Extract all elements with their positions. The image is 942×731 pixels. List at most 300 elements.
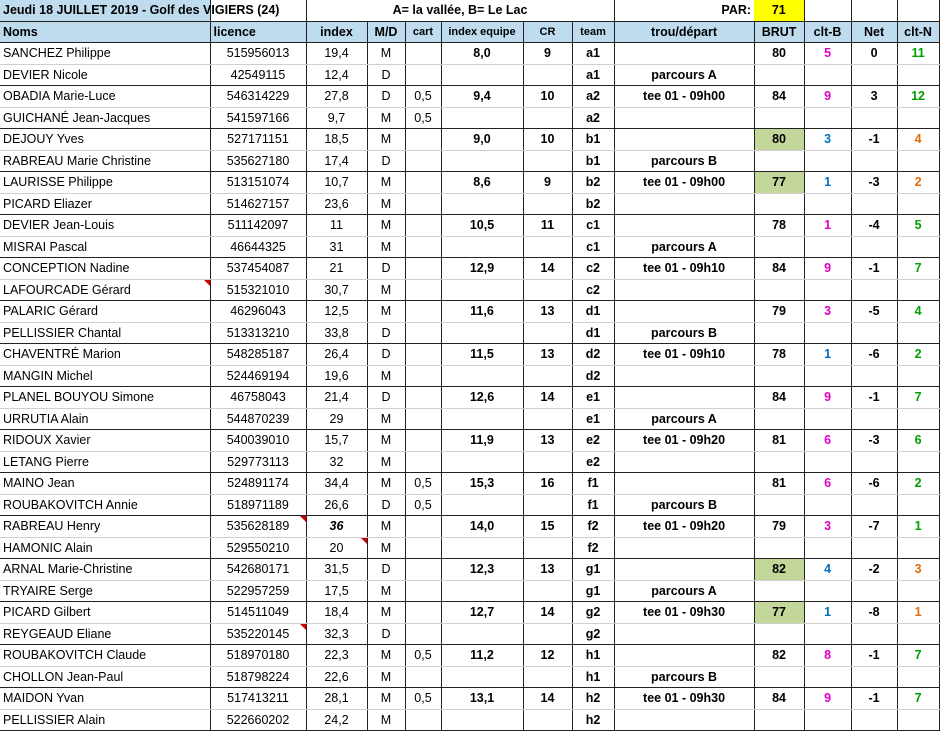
cell-licence[interactable]: 46644325 — [210, 236, 306, 258]
cell-cart[interactable] — [405, 279, 441, 301]
cell-brut[interactable] — [754, 709, 804, 731]
cell-brut[interactable] — [754, 451, 804, 473]
cell-team[interactable]: e1 — [572, 387, 614, 409]
cell-md[interactable]: D — [367, 150, 405, 172]
cell-index[interactable]: 21,4 — [306, 387, 367, 409]
header-md[interactable]: M/D — [367, 21, 405, 43]
cell-team[interactable]: d2 — [572, 344, 614, 366]
cell-clt-n[interactable] — [897, 408, 939, 430]
cell-cart[interactable] — [405, 344, 441, 366]
cell-md[interactable]: M — [367, 516, 405, 538]
cell-net[interactable] — [851, 64, 897, 86]
cell-net[interactable]: -1 — [851, 258, 897, 280]
cell-clt-n[interactable]: 1 — [897, 602, 939, 624]
cell-index-equipe[interactable]: 12,7 — [441, 602, 523, 624]
cell-net[interactable]: -1 — [851, 645, 897, 667]
cell-trou[interactable] — [614, 559, 754, 581]
cell-index-equipe[interactable] — [441, 451, 523, 473]
par-label[interactable]: PAR: — [614, 0, 754, 21]
cell-md[interactable]: D — [367, 322, 405, 344]
cell-clt-b[interactable]: 9 — [804, 258, 851, 280]
cell-nom[interactable]: MAIDON Yvan — [0, 688, 210, 710]
cell-team[interactable]: h1 — [572, 666, 614, 688]
cell-clt-n[interactable]: 7 — [897, 645, 939, 667]
cell-index[interactable]: 10,7 — [306, 172, 367, 194]
cell-nom[interactable]: ROUBAKOVITCH Annie — [0, 494, 210, 516]
cell-cart[interactable] — [405, 301, 441, 323]
cell-net[interactable] — [851, 494, 897, 516]
cell-net[interactable] — [851, 193, 897, 215]
cell-clt-b[interactable]: 6 — [804, 473, 851, 495]
cell-cart[interactable]: 0,5 — [405, 494, 441, 516]
cell-licence[interactable]: 513313210 — [210, 322, 306, 344]
cell-trou[interactable]: parcours B — [614, 150, 754, 172]
cell-trou[interactable]: tee 01 - 09h10 — [614, 344, 754, 366]
cell-md[interactable]: M — [367, 43, 405, 65]
cell-clt-n[interactable] — [897, 537, 939, 559]
cell-index-equipe[interactable]: 11,5 — [441, 344, 523, 366]
cell-md[interactable]: M — [367, 473, 405, 495]
cell-trou[interactable]: tee 01 - 09h20 — [614, 516, 754, 538]
cell-net[interactable] — [851, 580, 897, 602]
cell-cart[interactable] — [405, 215, 441, 237]
cell-clt-b[interactable] — [804, 451, 851, 473]
cell-cart[interactable]: 0,5 — [405, 645, 441, 667]
cell-cart[interactable]: 0,5 — [405, 86, 441, 108]
cell-team[interactable]: a2 — [572, 107, 614, 129]
cell-licence[interactable]: 511142097 — [210, 215, 306, 237]
cell-md[interactable]: M — [367, 430, 405, 452]
cell-index[interactable]: 27,8 — [306, 86, 367, 108]
cell-team[interactable]: h2 — [572, 709, 614, 731]
cell-index-equipe[interactable] — [441, 279, 523, 301]
cell-brut[interactable] — [754, 64, 804, 86]
cell-team[interactable]: f2 — [572, 537, 614, 559]
cell-cart[interactable] — [405, 580, 441, 602]
cell-trou[interactable] — [614, 537, 754, 559]
cell-brut[interactable]: 84 — [754, 86, 804, 108]
cell-clt-b[interactable] — [804, 580, 851, 602]
cell-cr[interactable]: 9 — [523, 172, 572, 194]
cell-clt-n[interactable]: 2 — [897, 172, 939, 194]
cell-clt-b[interactable]: 1 — [804, 172, 851, 194]
cell-index-equipe[interactable]: 8,6 — [441, 172, 523, 194]
cell-index[interactable]: 22,6 — [306, 666, 367, 688]
cell-index-equipe[interactable] — [441, 64, 523, 86]
cell-brut[interactable]: 82 — [754, 559, 804, 581]
cell-net[interactable] — [851, 236, 897, 258]
cell-index[interactable]: 28,1 — [306, 688, 367, 710]
cell-licence[interactable]: 517413211 — [210, 688, 306, 710]
cell-brut[interactable] — [754, 193, 804, 215]
cell-trou[interactable]: tee 01 - 09h00 — [614, 172, 754, 194]
course-legend[interactable]: A= la vallée, B= Le Lac — [306, 0, 614, 21]
cell-net[interactable] — [851, 709, 897, 731]
cell-index-equipe[interactable]: 15,3 — [441, 473, 523, 495]
cell-cart[interactable] — [405, 193, 441, 215]
cell-team[interactable]: g2 — [572, 623, 614, 645]
cell-md[interactable]: D — [367, 86, 405, 108]
cell-net[interactable] — [851, 623, 897, 645]
cell-cart[interactable] — [405, 623, 441, 645]
cell-index-equipe[interactable] — [441, 107, 523, 129]
cell-trou[interactable]: parcours B — [614, 494, 754, 516]
cell-net[interactable]: -8 — [851, 602, 897, 624]
cell-md[interactable]: D — [367, 344, 405, 366]
cell-brut[interactable] — [754, 236, 804, 258]
cell-clt-b[interactable] — [804, 150, 851, 172]
cell-clt-n[interactable]: 1 — [897, 516, 939, 538]
cell-nom[interactable]: HAMONIC Alain — [0, 537, 210, 559]
cell-md[interactable]: M — [367, 451, 405, 473]
cell-md[interactable]: M — [367, 193, 405, 215]
cell-licence[interactable]: 513151074 — [210, 172, 306, 194]
cell-index-equipe[interactable] — [441, 709, 523, 731]
cell-index[interactable]: 36 — [306, 516, 367, 538]
header-brut[interactable]: BRUT — [754, 21, 804, 43]
cell-index[interactable]: 26,6 — [306, 494, 367, 516]
cell-cr[interactable] — [523, 451, 572, 473]
cell-cart[interactable]: 0,5 — [405, 107, 441, 129]
cell-cart[interactable] — [405, 258, 441, 280]
cell-clt-b[interactable] — [804, 279, 851, 301]
cell-cr[interactable]: 10 — [523, 129, 572, 151]
cell-cart[interactable]: 0,5 — [405, 473, 441, 495]
cell-cart[interactable] — [405, 537, 441, 559]
cell-team[interactable]: b2 — [572, 193, 614, 215]
cell-brut[interactable] — [754, 279, 804, 301]
cell-md[interactable]: M — [367, 537, 405, 559]
cell-nom[interactable]: LAFOURCADE Gérard — [0, 279, 210, 301]
cell-index[interactable]: 19,6 — [306, 365, 367, 387]
cell-cr[interactable]: 15 — [523, 516, 572, 538]
cell-clt-n[interactable] — [897, 193, 939, 215]
cell-nom[interactable]: PICARD Eliazer — [0, 193, 210, 215]
cell-clt-n[interactable] — [897, 150, 939, 172]
cell-licence[interactable]: 46758043 — [210, 387, 306, 409]
cell-index-equipe[interactable]: 10,5 — [441, 215, 523, 237]
cell-md[interactable]: M — [367, 580, 405, 602]
cell-nom[interactable]: PALARIC Gérard — [0, 301, 210, 323]
cell-index[interactable]: 29 — [306, 408, 367, 430]
cell-clt-b[interactable] — [804, 64, 851, 86]
header-net[interactable]: Net — [851, 21, 897, 43]
cell-clt-b[interactable]: 3 — [804, 516, 851, 538]
cell-cr[interactable] — [523, 322, 572, 344]
cell-cart[interactable] — [405, 451, 441, 473]
cell-team[interactable]: d1 — [572, 322, 614, 344]
cell-clt-n[interactable]: 2 — [897, 344, 939, 366]
cell-trou[interactable]: parcours B — [614, 322, 754, 344]
cell-cr[interactable] — [523, 537, 572, 559]
cell-trou[interactable]: tee 01 - 09h20 — [614, 430, 754, 452]
cell-nom[interactable]: DEVIER Nicole — [0, 64, 210, 86]
cell-nom[interactable]: MAINO Jean — [0, 473, 210, 495]
cell-brut[interactable] — [754, 365, 804, 387]
cell-index-equipe[interactable] — [441, 322, 523, 344]
cell-clt-n[interactable]: 12 — [897, 86, 939, 108]
cell-trou[interactable] — [614, 709, 754, 731]
cell-md[interactable]: M — [367, 602, 405, 624]
cell-cr[interactable] — [523, 236, 572, 258]
cell-team[interactable]: a2 — [572, 86, 614, 108]
cell-brut[interactable]: 80 — [754, 43, 804, 65]
cell-net[interactable] — [851, 322, 897, 344]
cell-md[interactable]: M — [367, 688, 405, 710]
cell-licence[interactable]: 542680171 — [210, 559, 306, 581]
cell-trou[interactable] — [614, 645, 754, 667]
cell-clt-b[interactable] — [804, 494, 851, 516]
cell-trou[interactable]: parcours A — [614, 408, 754, 430]
cell-cr[interactable]: 14 — [523, 387, 572, 409]
cell-clt-n[interactable]: 3 — [897, 559, 939, 581]
cell-cr[interactable]: 14 — [523, 688, 572, 710]
cell-nom[interactable]: CHAVENTRÉ Marion — [0, 344, 210, 366]
cell-nom[interactable]: RABREAU Marie Christine — [0, 150, 210, 172]
cell-cr[interactable]: 11 — [523, 215, 572, 237]
cell-md[interactable]: M — [367, 709, 405, 731]
cell-licence[interactable]: 546314229 — [210, 86, 306, 108]
cell-net[interactable]: -2 — [851, 559, 897, 581]
cell-licence[interactable]: 522660202 — [210, 709, 306, 731]
cell-index[interactable]: 17,4 — [306, 150, 367, 172]
cell-index[interactable]: 9,7 — [306, 107, 367, 129]
cell-clt-n[interactable] — [897, 322, 939, 344]
cell-nom[interactable]: PICARD Gilbert — [0, 602, 210, 624]
cell-team[interactable]: g2 — [572, 602, 614, 624]
cell-team[interactable]: f1 — [572, 473, 614, 495]
cell-licence[interactable]: 540039010 — [210, 430, 306, 452]
cell-licence[interactable]: 535628189 — [210, 516, 306, 538]
cell-licence[interactable]: 548285187 — [210, 344, 306, 366]
cell-trou[interactable]: tee 01 - 09h00 — [614, 86, 754, 108]
cell-nom[interactable]: MISRAI Pascal — [0, 236, 210, 258]
cell-clt-n[interactable]: 7 — [897, 688, 939, 710]
cell-clt-n[interactable] — [897, 365, 939, 387]
cell-brut[interactable]: 78 — [754, 215, 804, 237]
cell-trou[interactable] — [614, 279, 754, 301]
cell-cart[interactable] — [405, 709, 441, 731]
cell-net[interactable] — [851, 107, 897, 129]
cell-brut[interactable]: 81 — [754, 473, 804, 495]
cell-clt-n[interactable]: 4 — [897, 301, 939, 323]
cell-cr[interactable] — [523, 193, 572, 215]
cell-licence[interactable]: 514511049 — [210, 602, 306, 624]
cell-index-equipe[interactable] — [441, 580, 523, 602]
cell-nom[interactable]: PELLISSIER Alain — [0, 709, 210, 731]
cell-clt-n[interactable] — [897, 494, 939, 516]
cell-cr[interactable]: 13 — [523, 301, 572, 323]
cell-index[interactable]: 22,3 — [306, 645, 367, 667]
cell-md[interactable]: M — [367, 365, 405, 387]
cell-clt-b[interactable]: 9 — [804, 86, 851, 108]
cell-team[interactable]: f1 — [572, 494, 614, 516]
cell-licence[interactable]: 518798224 — [210, 666, 306, 688]
cell-md[interactable]: M — [367, 666, 405, 688]
cell-clt-b[interactable] — [804, 322, 851, 344]
cell-licence[interactable]: 529773113 — [210, 451, 306, 473]
cell-cr[interactable] — [523, 494, 572, 516]
cell-clt-b[interactable]: 8 — [804, 645, 851, 667]
cell-team[interactable]: d1 — [572, 301, 614, 323]
cell-clt-n[interactable]: 4 — [897, 129, 939, 151]
cell-licence[interactable]: 524469194 — [210, 365, 306, 387]
cell-team[interactable]: f2 — [572, 516, 614, 538]
cell-index-equipe[interactable]: 9,0 — [441, 129, 523, 151]
cell-team[interactable]: a1 — [572, 64, 614, 86]
cell-licence[interactable]: 535627180 — [210, 150, 306, 172]
cell-trou[interactable] — [614, 193, 754, 215]
cell-licence[interactable]: 515321010 — [210, 279, 306, 301]
cell-licence[interactable]: 514627157 — [210, 193, 306, 215]
cell-index[interactable]: 18,4 — [306, 602, 367, 624]
cell-md[interactable]: M — [367, 107, 405, 129]
cell-cr[interactable] — [523, 580, 572, 602]
cell-index[interactable]: 32 — [306, 451, 367, 473]
cell-clt-b[interactable]: 1 — [804, 602, 851, 624]
cell-licence[interactable]: 544870239 — [210, 408, 306, 430]
cell-team[interactable]: b1 — [572, 150, 614, 172]
cell-net[interactable]: -3 — [851, 172, 897, 194]
cell-index-equipe[interactable] — [441, 150, 523, 172]
cell-index[interactable]: 33,8 — [306, 322, 367, 344]
cell-index-equipe[interactable]: 14,0 — [441, 516, 523, 538]
cell-cr[interactable]: 12 — [523, 645, 572, 667]
cell-cart[interactable]: 0,5 — [405, 688, 441, 710]
cell-cr[interactable]: 9 — [523, 43, 572, 65]
cell-md[interactable]: M — [367, 645, 405, 667]
cell-cr[interactable]: 14 — [523, 258, 572, 280]
cell-clt-b[interactable]: 1 — [804, 344, 851, 366]
header-trou[interactable]: trou/départ — [614, 21, 754, 43]
cell-brut[interactable]: 78 — [754, 344, 804, 366]
cell-net[interactable] — [851, 279, 897, 301]
cell-clt-b[interactable]: 5 — [804, 43, 851, 65]
cell-team[interactable]: e2 — [572, 430, 614, 452]
cell-brut[interactable] — [754, 494, 804, 516]
cell-cart[interactable] — [405, 172, 441, 194]
cell-md[interactable]: D — [367, 387, 405, 409]
cell-clt-n[interactable]: 11 — [897, 43, 939, 65]
cell-cart[interactable] — [405, 322, 441, 344]
cell-index-equipe[interactable] — [441, 408, 523, 430]
cell-nom[interactable]: RABREAU Henry — [0, 516, 210, 538]
cell-trou[interactable]: parcours A — [614, 580, 754, 602]
cell-clt-b[interactable] — [804, 408, 851, 430]
cell-clt-b[interactable]: 9 — [804, 387, 851, 409]
cell-net[interactable]: -6 — [851, 473, 897, 495]
cell-net[interactable] — [851, 666, 897, 688]
cell-net[interactable]: -1 — [851, 129, 897, 151]
cell-nom[interactable]: REYGEAUD Eliane — [0, 623, 210, 645]
cell-cr[interactable] — [523, 709, 572, 731]
cell-cr[interactable] — [523, 150, 572, 172]
cell-clt-n[interactable] — [897, 623, 939, 645]
cell-md[interactable]: M — [367, 129, 405, 151]
header-index[interactable]: index — [306, 21, 367, 43]
cell-trou[interactable]: tee 01 - 09h30 — [614, 602, 754, 624]
cell-team[interactable]: a1 — [572, 43, 614, 65]
cell-brut[interactable] — [754, 150, 804, 172]
cell-cr[interactable]: 13 — [523, 559, 572, 581]
cell-cart[interactable] — [405, 150, 441, 172]
cell-md[interactable]: D — [367, 559, 405, 581]
cell-clt-b[interactable] — [804, 107, 851, 129]
cell-nom[interactable]: TRYAIRE Serge — [0, 580, 210, 602]
cell-nom[interactable]: DEVIER Jean-Louis — [0, 215, 210, 237]
cell-cart[interactable] — [405, 516, 441, 538]
header-nom[interactable]: Noms — [0, 21, 210, 43]
cell-brut[interactable]: 80 — [754, 129, 804, 151]
cell-index-equipe[interactable]: 12,9 — [441, 258, 523, 280]
cell-clt-n[interactable] — [897, 107, 939, 129]
cell-team[interactable]: h2 — [572, 688, 614, 710]
cell-licence[interactable]: 42549115 — [210, 64, 306, 86]
cell-team[interactable]: b1 — [572, 129, 614, 151]
cell-md[interactable]: D — [367, 258, 405, 280]
cell-index[interactable]: 31,5 — [306, 559, 367, 581]
cell-clt-n[interactable] — [897, 709, 939, 731]
cell-team[interactable]: e1 — [572, 408, 614, 430]
cell-licence[interactable]: 529550210 — [210, 537, 306, 559]
cell-licence[interactable]: 527171151 — [210, 129, 306, 151]
cell-team[interactable]: h1 — [572, 645, 614, 667]
cell-trou[interactable]: tee 01 - 09h10 — [614, 258, 754, 280]
cell-index-equipe[interactable]: 12,6 — [441, 387, 523, 409]
cell-clt-n[interactable]: 7 — [897, 387, 939, 409]
cell-index-equipe[interactable]: 12,3 — [441, 559, 523, 581]
cell-clt-n[interactable]: 6 — [897, 430, 939, 452]
cell-cart[interactable] — [405, 365, 441, 387]
cell-brut[interactable]: 82 — [754, 645, 804, 667]
cell-nom[interactable]: ROUBAKOVITCH Claude — [0, 645, 210, 667]
cell-cr[interactable] — [523, 107, 572, 129]
cell-clt-n[interactable] — [897, 451, 939, 473]
cell-cr[interactable]: 13 — [523, 430, 572, 452]
cell-clt-n[interactable]: 5 — [897, 215, 939, 237]
cell-brut[interactable] — [754, 623, 804, 645]
cell-index-equipe[interactable]: 11,6 — [441, 301, 523, 323]
cell-nom[interactable]: ARNAL Marie-Christine — [0, 559, 210, 581]
header-cr[interactable]: CR — [523, 21, 572, 43]
cell-index[interactable]: 12,4 — [306, 64, 367, 86]
cell-index[interactable]: 12,5 — [306, 301, 367, 323]
cell-index[interactable]: 17,5 — [306, 580, 367, 602]
cell-brut[interactable] — [754, 107, 804, 129]
cell-net[interactable]: -1 — [851, 688, 897, 710]
cell-nom[interactable]: CONCEPTION Nadine — [0, 258, 210, 280]
cell-clt-n[interactable] — [897, 279, 939, 301]
cell-trou[interactable] — [614, 387, 754, 409]
cell-team[interactable]: c1 — [572, 215, 614, 237]
cell-nom[interactable]: RIDOUX Xavier — [0, 430, 210, 452]
cell-trou[interactable]: parcours A — [614, 64, 754, 86]
cell-clt-n[interactable] — [897, 666, 939, 688]
cell-licence[interactable]: 541597166 — [210, 107, 306, 129]
cell-cart[interactable] — [405, 430, 441, 452]
cell-index[interactable]: 34,4 — [306, 473, 367, 495]
cell-brut[interactable] — [754, 537, 804, 559]
cell-clt-b[interactable]: 3 — [804, 129, 851, 151]
cell-brut[interactable] — [754, 408, 804, 430]
cell-clt-n[interactable]: 2 — [897, 473, 939, 495]
cell-net[interactable] — [851, 408, 897, 430]
cell-team[interactable]: d2 — [572, 365, 614, 387]
cell-index[interactable]: 20 — [306, 537, 367, 559]
header-clt-b[interactable]: clt-B — [804, 21, 851, 43]
cell-trou[interactable]: parcours A — [614, 236, 754, 258]
cell-net[interactable]: 0 — [851, 43, 897, 65]
